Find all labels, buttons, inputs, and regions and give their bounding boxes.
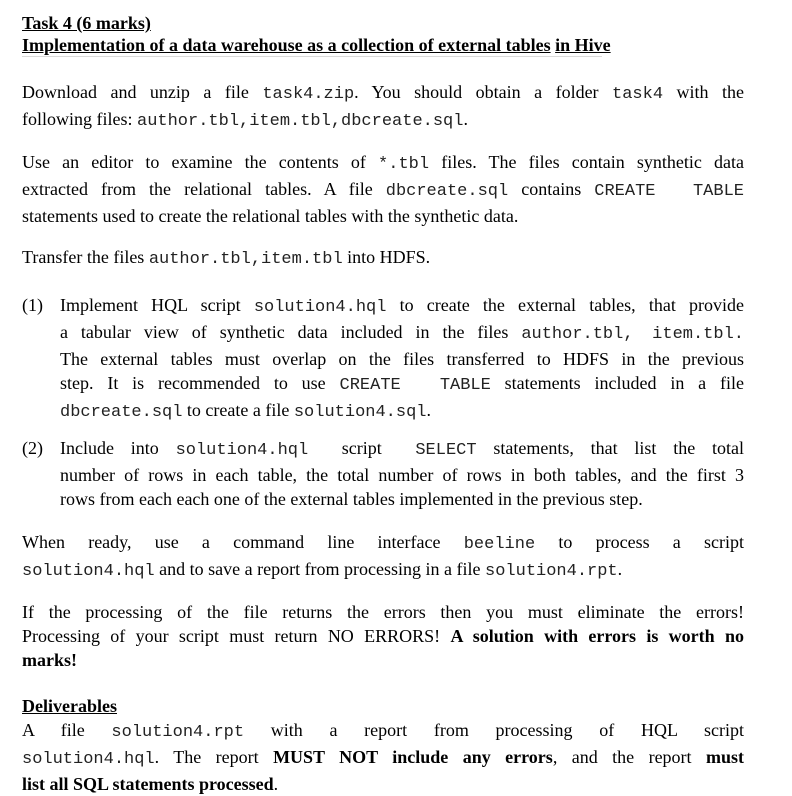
- bold-line: marks!: [22, 650, 77, 670]
- text: to create the external tables, that provide: [386, 295, 744, 315]
- code-files: author.tbl,item.tbl,dbcreate.sql: [137, 112, 464, 131]
- text: and to save a report from processing in a file: [154, 559, 486, 579]
- list-item-1: [22, 293, 744, 425]
- text: .: [617, 559, 623, 579]
- text: Include into: [60, 438, 176, 458]
- list-item-2: [22, 436, 744, 511]
- text: statements included in a file: [490, 373, 744, 393]
- line: number of rows in each table, the total number of rows in both tables, and the first 3: [60, 465, 744, 485]
- subtitle-in-hive: in Hive: [555, 35, 611, 55]
- line: [22, 624, 744, 648]
- code-dbcreate: dbcreate.sql: [60, 403, 183, 422]
- text: with a report from processing of HQL script: [244, 720, 744, 740]
- text: contains: [508, 179, 595, 199]
- text: following files:: [22, 109, 137, 129]
- list-number: (2): [22, 438, 43, 458]
- code-beeline: beeline: [463, 535, 536, 554]
- list-body: [60, 436, 744, 511]
- code-zip: task4.zip: [262, 85, 355, 104]
- paragraph-beeline: [22, 530, 744, 584]
- code-tbl: *.tbl: [378, 155, 430, 174]
- code-create-table: CREATE TABLE: [339, 376, 491, 395]
- line: The external tables must overlap on the files transferred to HDFS in the previous: [60, 349, 744, 369]
- task-subtitle: [22, 34, 772, 56]
- code-rpt: solution4.rpt: [485, 562, 618, 581]
- text: Download and unzip a file: [22, 82, 263, 102]
- line: [22, 107, 744, 134]
- code-hql: solution4.hql: [253, 298, 387, 317]
- paragraph-download: [22, 80, 744, 134]
- text: . You should obtain a folder: [354, 82, 613, 102]
- text: . The report: [154, 747, 274, 767]
- line: [60, 398, 744, 425]
- paragraph-transfer: [22, 245, 744, 272]
- line: [22, 745, 744, 772]
- list-number: (1): [22, 295, 43, 315]
- line: [22, 557, 744, 584]
- deliverables-title: Deliverables: [22, 696, 117, 716]
- text: Use an editor to examine the contents of: [22, 152, 379, 172]
- text: A file: [22, 720, 112, 740]
- code-folder: task4: [612, 85, 664, 104]
- line: [22, 718, 744, 745]
- line: If the processing of the file returns the errors then you must eliminate the errors!: [22, 602, 744, 622]
- section-deliverables: [22, 694, 744, 796]
- bold-text: list all SQL statements processed: [22, 774, 274, 794]
- code-rpt: solution4.rpt: [111, 723, 245, 742]
- code-files: author.tbl, item.tbl.: [521, 325, 744, 344]
- text: files. The files contain synthetic data: [429, 152, 744, 172]
- line: [60, 293, 744, 320]
- text: a tabular view of synthetic data included in the files: [60, 322, 522, 342]
- line: [22, 177, 744, 204]
- text: , and the report: [552, 747, 706, 767]
- line: statements used to create the relational tables with the synthetic data.: [22, 206, 519, 226]
- line: [22, 530, 744, 557]
- code-hql: solution4.hql: [175, 441, 309, 460]
- text: .: [426, 400, 431, 420]
- text: step. It is recommended to use: [60, 373, 340, 393]
- paragraph-errors: [22, 600, 744, 672]
- code-dbcreate: dbcreate.sql: [385, 182, 509, 201]
- line: rows from each each one of the external tables implemented in the previous step.: [60, 489, 643, 509]
- paragraph-examine: [22, 150, 744, 228]
- line: [60, 436, 744, 463]
- code-sql: solution4.sql: [293, 403, 427, 422]
- line: [22, 80, 744, 107]
- code-hql: solution4.hql: [22, 562, 155, 581]
- text: When ready, use a command line interface: [22, 532, 464, 552]
- heading-rule: [22, 56, 602, 57]
- code-hql: solution4.hql: [22, 750, 155, 769]
- list-body: [60, 293, 744, 425]
- line: [60, 320, 744, 347]
- text: to process a script: [535, 532, 744, 552]
- text: with the: [663, 82, 744, 102]
- code-files: author.tbl,item.tbl: [148, 250, 343, 269]
- text: to create a file: [182, 400, 294, 420]
- subtitle-prefix: Implementation of a data warehouse as a collection of external tables: [22, 35, 551, 55]
- task-heading: [22, 12, 772, 56]
- bold-text: must: [706, 747, 745, 767]
- line: [22, 772, 744, 796]
- bold-text: MUST NOT include any errors: [273, 747, 553, 767]
- text: extracted from the relational tables. A file: [22, 179, 386, 199]
- code-select: SELECT: [415, 441, 477, 460]
- text: Transfer the files: [22, 247, 149, 267]
- task-title: Task 4 (6 marks): [22, 13, 151, 33]
- text: statements, that list the total: [476, 438, 744, 458]
- text: Implement HQL script: [60, 295, 254, 315]
- line: [22, 150, 744, 177]
- line: [60, 371, 744, 398]
- text: script: [308, 438, 416, 458]
- text: .: [273, 774, 279, 794]
- bold-text: A solution with errors is worth no: [450, 626, 744, 646]
- line: [22, 245, 744, 272]
- text: .: [463, 109, 468, 129]
- code-create-table: CREATE TABLE: [594, 182, 744, 201]
- text: Processing of your script must return NO ERRORS!: [22, 626, 451, 646]
- text: into HDFS.: [342, 247, 431, 267]
